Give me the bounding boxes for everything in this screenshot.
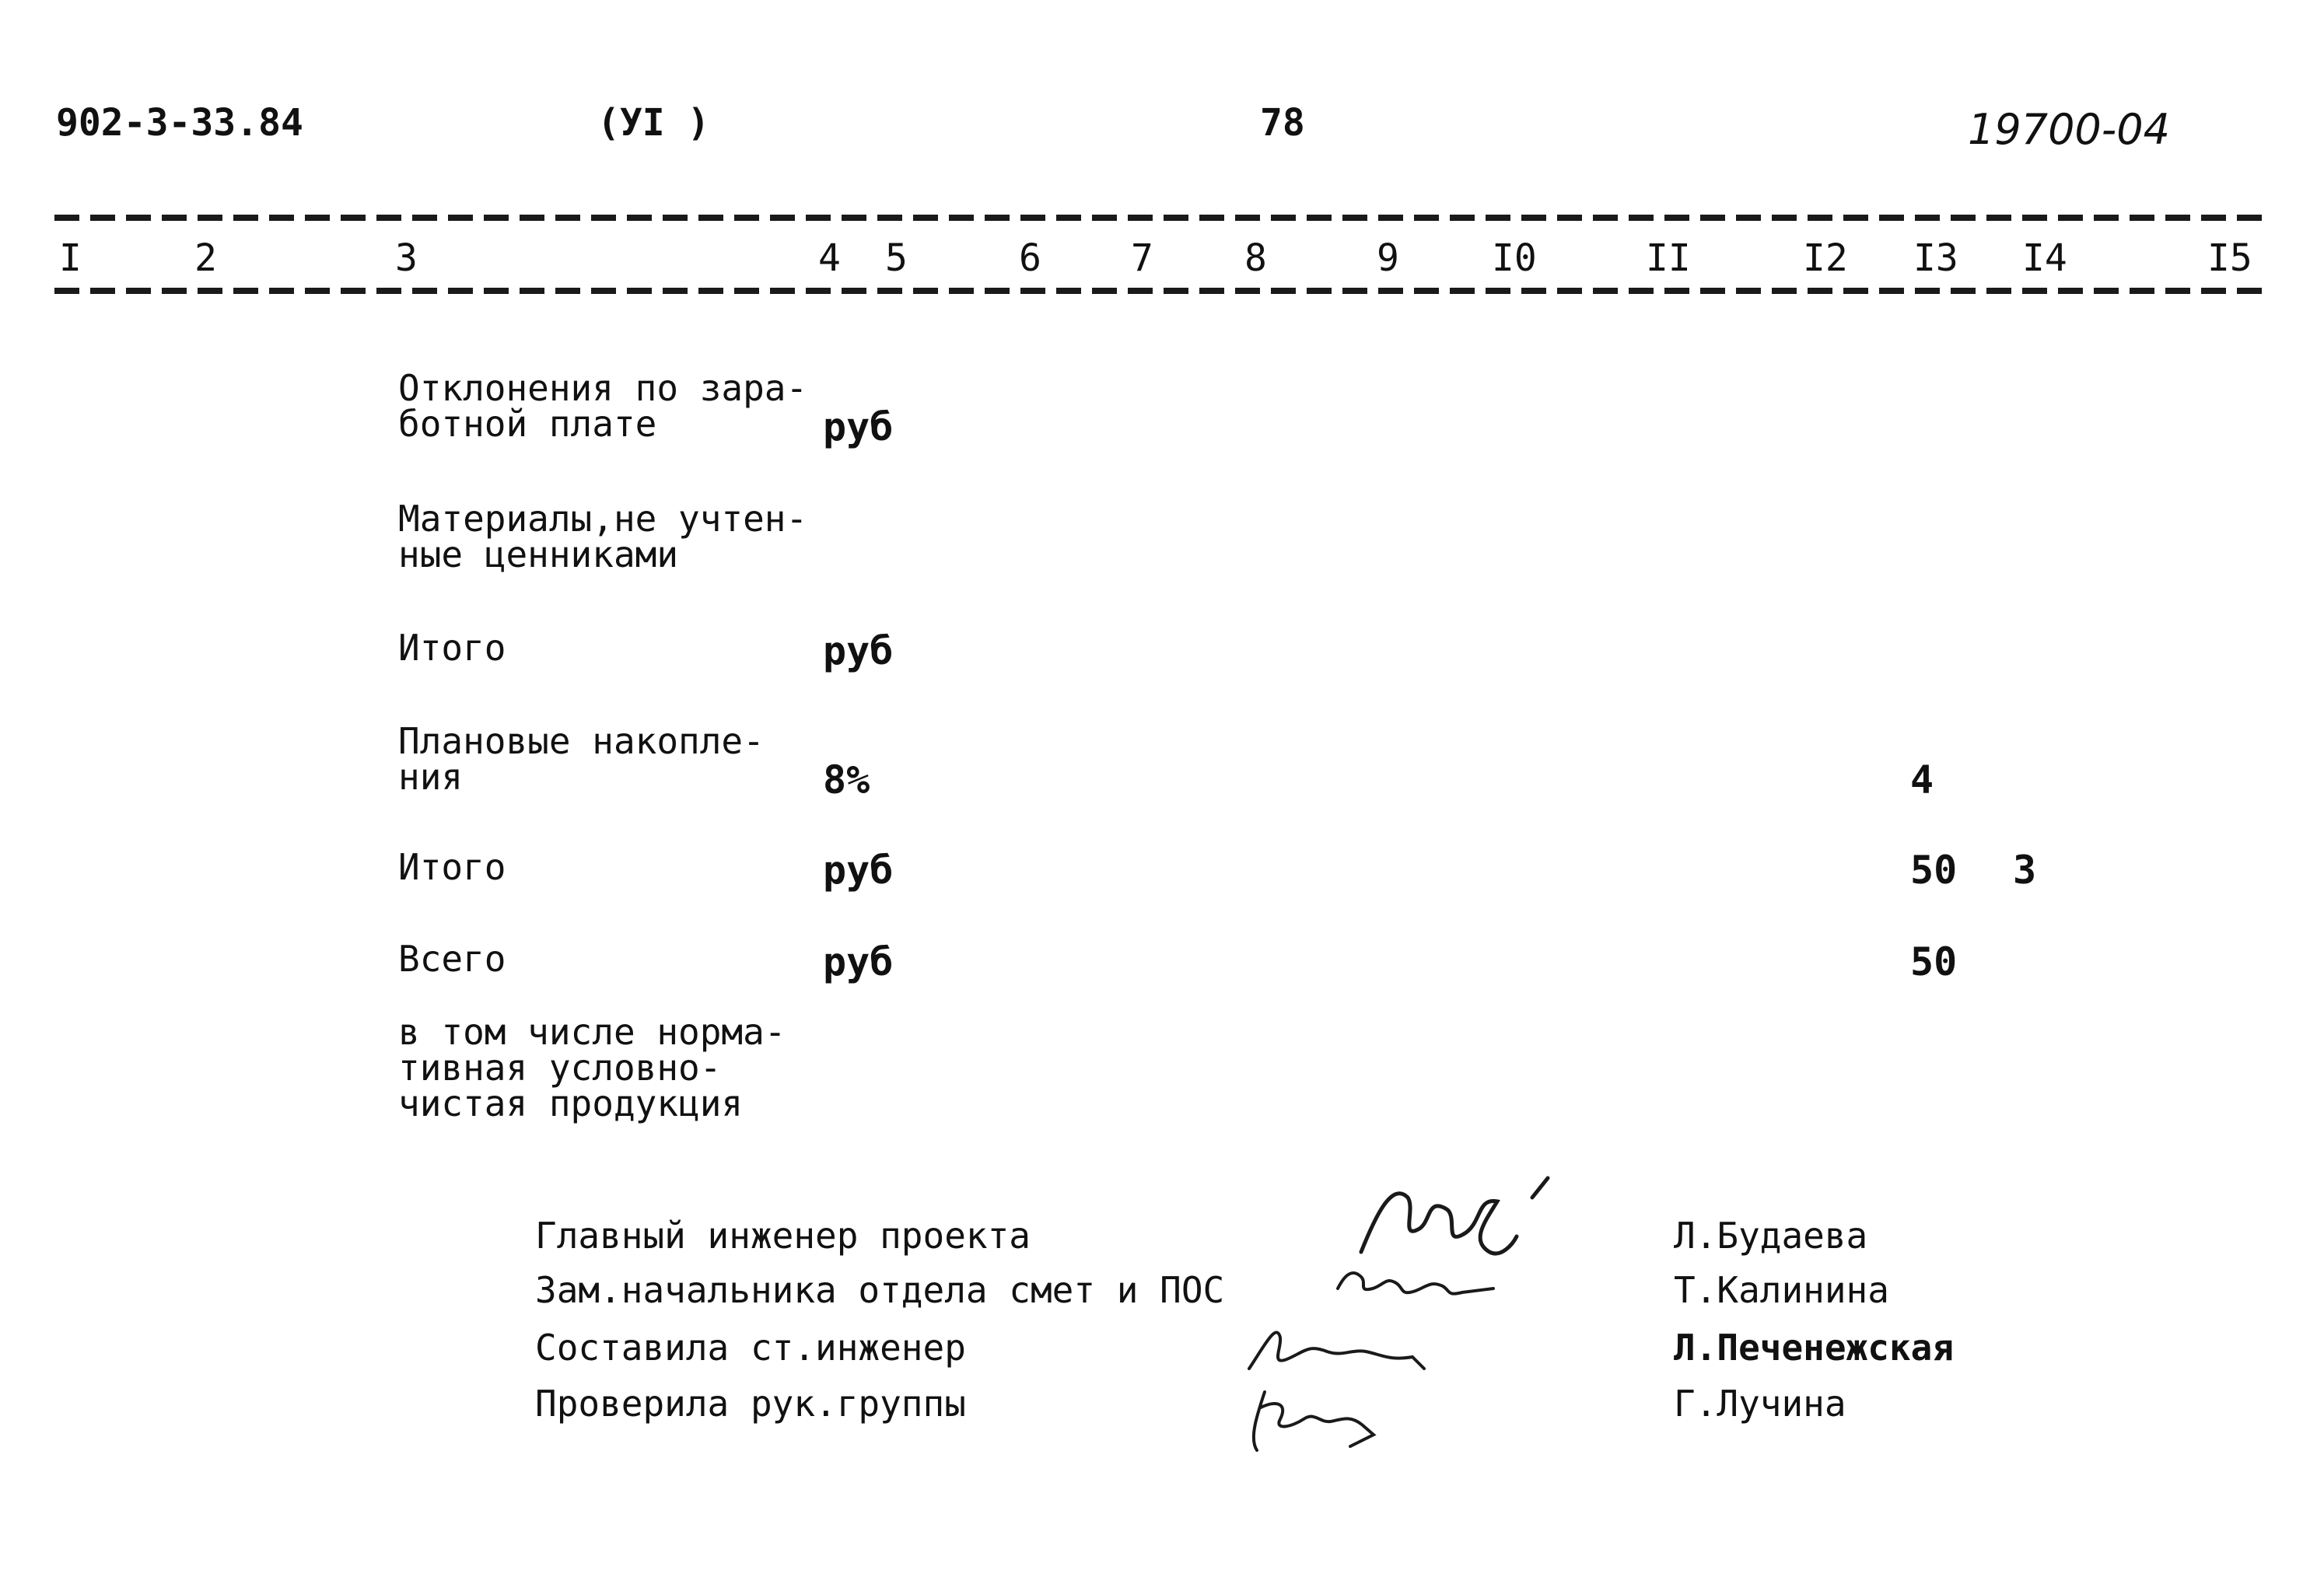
document-code: 19700-04 [1968, 105, 2170, 154]
document-number: 902-3-33.84 [56, 101, 303, 145]
value-cell-col13: 50 [1910, 848, 1958, 893]
signatory-name: Л.Печенежская [1674, 1327, 1955, 1369]
section-label: (УI ) [597, 101, 710, 145]
top-dashed-rule [54, 215, 2271, 221]
column-number: 4 [818, 236, 841, 280]
signatory-role: Составила ст.инженер [535, 1327, 966, 1369]
row-description-line: Всего [398, 938, 506, 980]
signatory-name: Л.Будаева [1674, 1215, 1868, 1257]
unit-cell: 8% [823, 757, 870, 802]
row-description-line: Итого [398, 846, 506, 888]
row-description-line: ния [398, 756, 464, 798]
column-number: II [1646, 236, 1691, 280]
column-number: I0 [1492, 236, 1537, 280]
column-number: 7 [1131, 236, 1153, 280]
signature-2 [1330, 1254, 1501, 1308]
column-number: I5 [2207, 236, 2252, 280]
unit-cell: руб [823, 404, 894, 449]
signatory-role: Проверила рук.группы [535, 1383, 966, 1425]
column-number: 6 [1019, 236, 1041, 280]
column-number: I4 [2022, 236, 2067, 280]
column-number: I [59, 236, 82, 280]
value-cell-col13: 50 [1910, 939, 1958, 984]
signature-3 [1234, 1314, 1436, 1384]
row-description-line: тивная условно- [398, 1047, 722, 1089]
row-description-line: Итого [398, 627, 506, 669]
signatory-role: Главный инженер проекта [535, 1215, 1031, 1257]
row-description-line: Плановые накопле- [398, 720, 765, 762]
column-number: 8 [1244, 236, 1267, 280]
unit-cell: руб [823, 628, 894, 673]
bottom-dashed-rule [54, 288, 2271, 294]
signatory-role: Зам.начальника отдела смет и ПОС [535, 1269, 1225, 1311]
value-cell-col14: 3 [2013, 848, 2037, 893]
signatory-name: Г.Лучина [1674, 1383, 1846, 1425]
column-number: I3 [1913, 236, 1958, 280]
column-number: 5 [885, 236, 908, 280]
unit-cell: руб [823, 939, 894, 984]
column-number: 3 [395, 236, 418, 280]
row-description-line: Материалы,не учтен- [398, 498, 808, 540]
signatory-name: Т.Калинина [1674, 1269, 1889, 1311]
signature-4 [1234, 1376, 1405, 1462]
row-description-line: ботной плате [398, 403, 657, 445]
row-description-line: ные ценниками [398, 533, 679, 575]
row-description-line: в том числе норма- [398, 1011, 786, 1053]
row-description-line: Отклонения по зара- [398, 367, 808, 409]
page-number: 78 [1260, 101, 1305, 145]
unit-cell: руб [823, 848, 894, 893]
column-number: 9 [1377, 236, 1399, 280]
column-number: I2 [1803, 236, 1848, 280]
row-description-line: чистая продукция [398, 1082, 744, 1124]
value-cell-col13: 4 [1910, 757, 1934, 802]
column-number: 2 [194, 236, 217, 280]
